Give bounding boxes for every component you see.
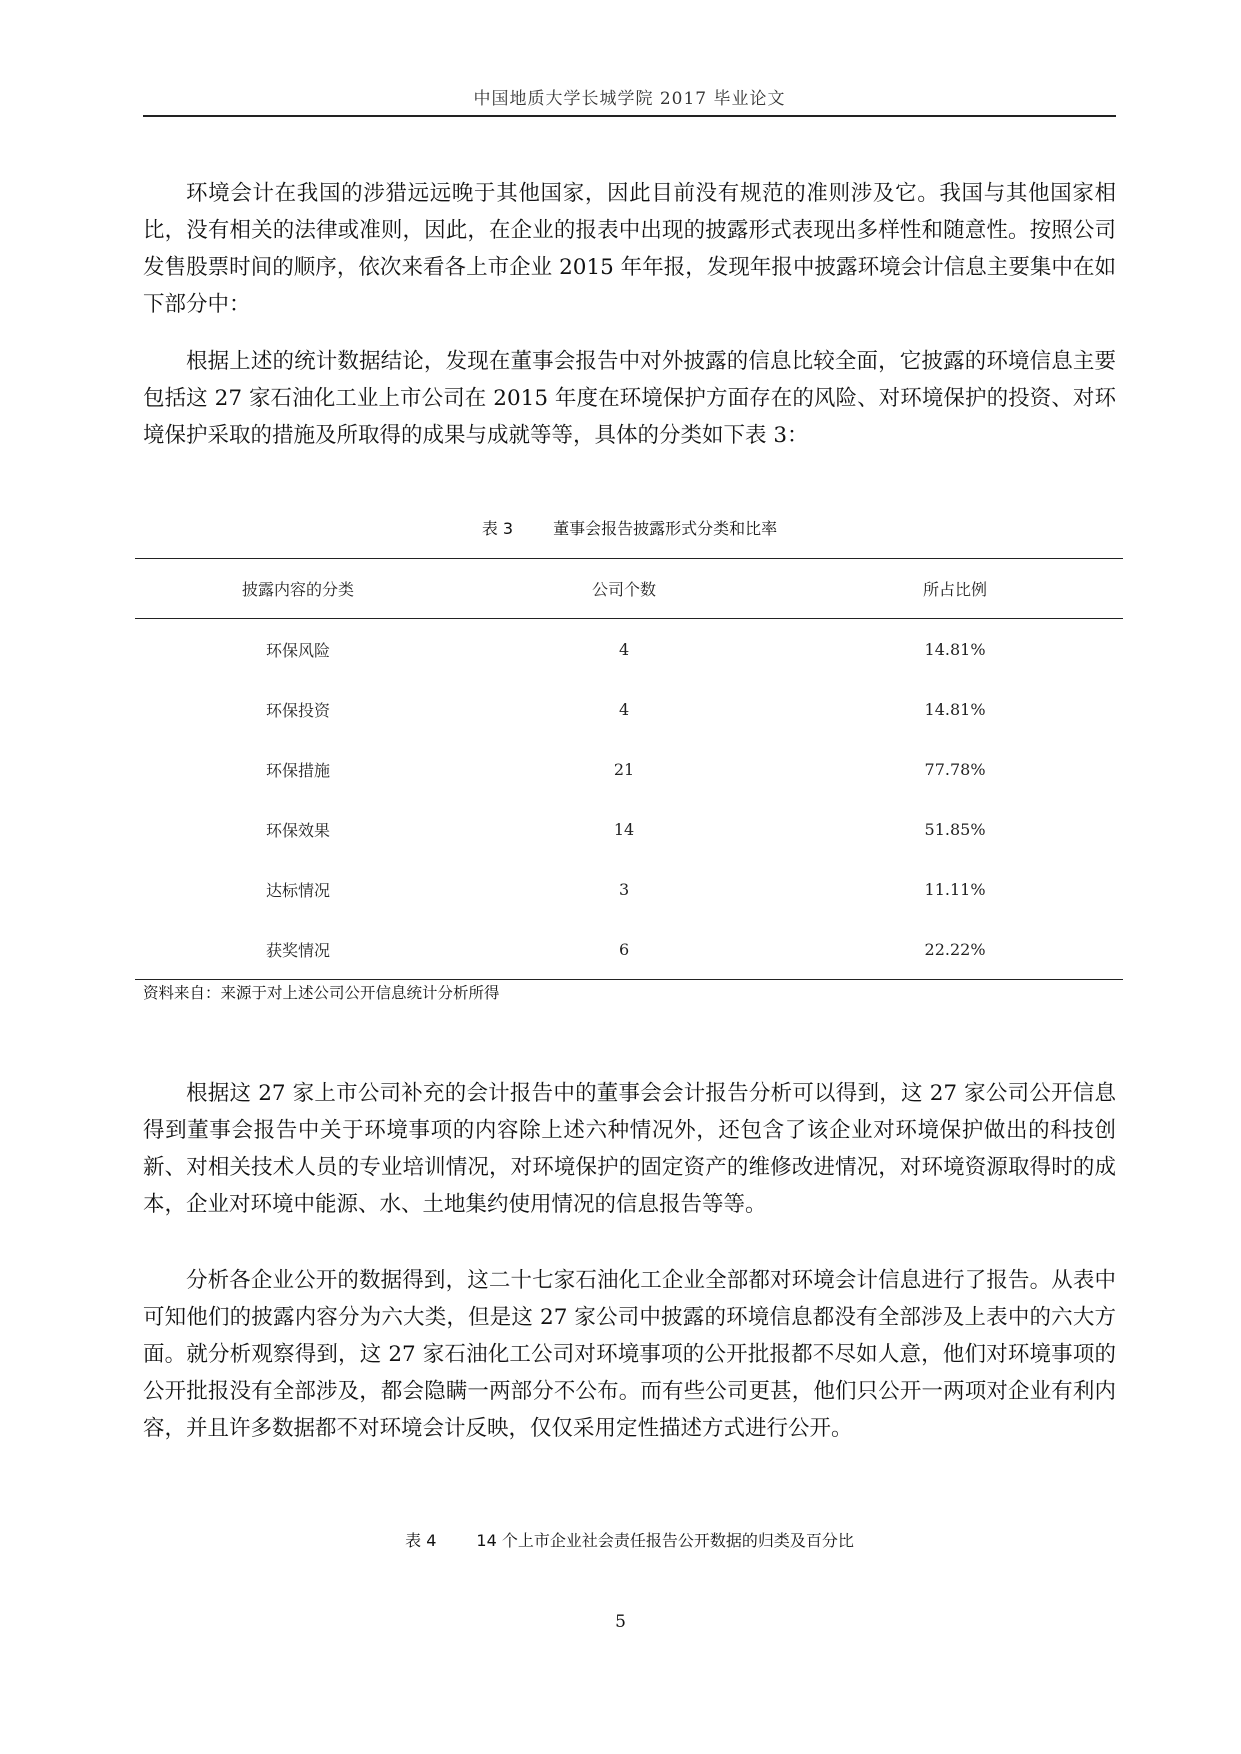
cell-count: 6 <box>461 919 787 980</box>
cell-category: 达标情况 <box>266 880 331 900</box>
cell-count: 4 <box>618 639 630 659</box>
cell-count: 14 <box>613 819 635 839</box>
table-row <box>135 679 1123 739</box>
header-divider <box>143 115 1116 117</box>
cell-count: 3 <box>618 879 630 899</box>
table-4-title: 14 个上市企业社会责任报告公开数据的归类及百分比 <box>476 1531 854 1550</box>
cell-category: 环保措施 <box>266 760 331 780</box>
table-row <box>135 859 1123 919</box>
cell-ratio: 22.22% <box>787 919 1123 980</box>
paragraph-1: 环境会计在我国的涉猎远远晚于其他国家，因此目前没有规范的准则涉及它。我国与其他国家相比，没有相关的法律或准则，因此，在企业的报表中出现的披露形式表现出多样性和随意性。按照公司发售股票时间的顺序，依次来看各上市企业 2015 年年报，发现年报中披露环境会计信息主要集中在如下部分中： <box>143 181 1116 317</box>
cell-category: 环保效果 <box>266 820 331 840</box>
header-category: 披露内容的分类 <box>135 559 461 619</box>
cell-ratio: 51.85% <box>924 819 986 839</box>
cell-count: 4 <box>618 699 630 719</box>
table-4-number: 表 4 <box>405 1531 437 1550</box>
table-3-number: 表 3 <box>481 519 514 538</box>
paragraph-2: 根据上述的统计数据结论，发现在董事会报告中对外披露的信息比较全面，它披露的环境信息主要包括这 27 家石油化工业上市公司在 2015 年度在环境保护方面存在的风险、对环境保护的投资、对环境保护采取的措施及所取得的成果与成就等等，具体的分类如下表 3： <box>143 349 1116 448</box>
paragraph-4: 分析各企业公开的数据得到，这二十七家石油化工企业全部都对环境会计信息进行了报告。从表中可知他们的披露内容分为六大类，但是这 27 家公司中披露的环境信息都没有全部涉及上表中的六大方面。就分析观察得到，这 27 家石油化工公司对环境事项的公开批报都不尽如人意，他们对环境事项的公开批报没有全部涉及，都会隐瞒一两部分不公布。而有些公司更甚，他们只公开一两项对企业有利内容，并且许多数据都不对环境会计反映，仅仅采用定性描述方式进行公开。 <box>143 1268 1116 1441</box>
cell-category: 环保投资 <box>266 700 331 720</box>
table-3-caption <box>143 516 1116 539</box>
cell-category: 环保风险 <box>266 640 331 660</box>
cell-ratio: 77.78% <box>924 759 986 779</box>
page-number: 5 <box>615 1612 626 1632</box>
paragraph-3: 根据这 27 家上市公司补充的会计报告中的董事会会计报告分析可以得到，这 27 家公司公开信息得到董事会报告中关于环境事项的内容除上述六种情况外，还包含了该企业对环境保护做出的科技创新、对相关技术人员的专业培训情况，对环境保护的固定资产的维修改进情况，对环境资源取得时的成本，企业对环境中能源、水、土地集约使用情况的信息报告等等。 <box>143 1081 1116 1217</box>
running-header: 中国地质大学长城学院 2017 毕业论文 <box>473 89 786 109</box>
table-row <box>135 919 1123 980</box>
cell-ratio: 14.81% <box>924 699 986 719</box>
table-3-source-note: 资料来自：来源于对上述公司公开信息统计分析所得 <box>143 984 500 1002</box>
table-row <box>135 619 1123 680</box>
cell-category: 获奖情况 <box>135 919 461 980</box>
cell-count: 21 <box>613 759 635 779</box>
table-row <box>135 799 1123 859</box>
table-3-title: 董事会报告披露形式分类和比率 <box>553 519 778 538</box>
cell-ratio: 11.11% <box>924 879 986 899</box>
table-row <box>135 739 1123 799</box>
cell-ratio: 14.81% <box>924 639 986 659</box>
header-ratio: 所占比例 <box>787 559 1123 619</box>
header-company-count: 公司个数 <box>461 559 787 619</box>
table-3 <box>135 558 1123 980</box>
table-header-row <box>135 559 1123 619</box>
table-4-caption <box>143 1528 1116 1551</box>
